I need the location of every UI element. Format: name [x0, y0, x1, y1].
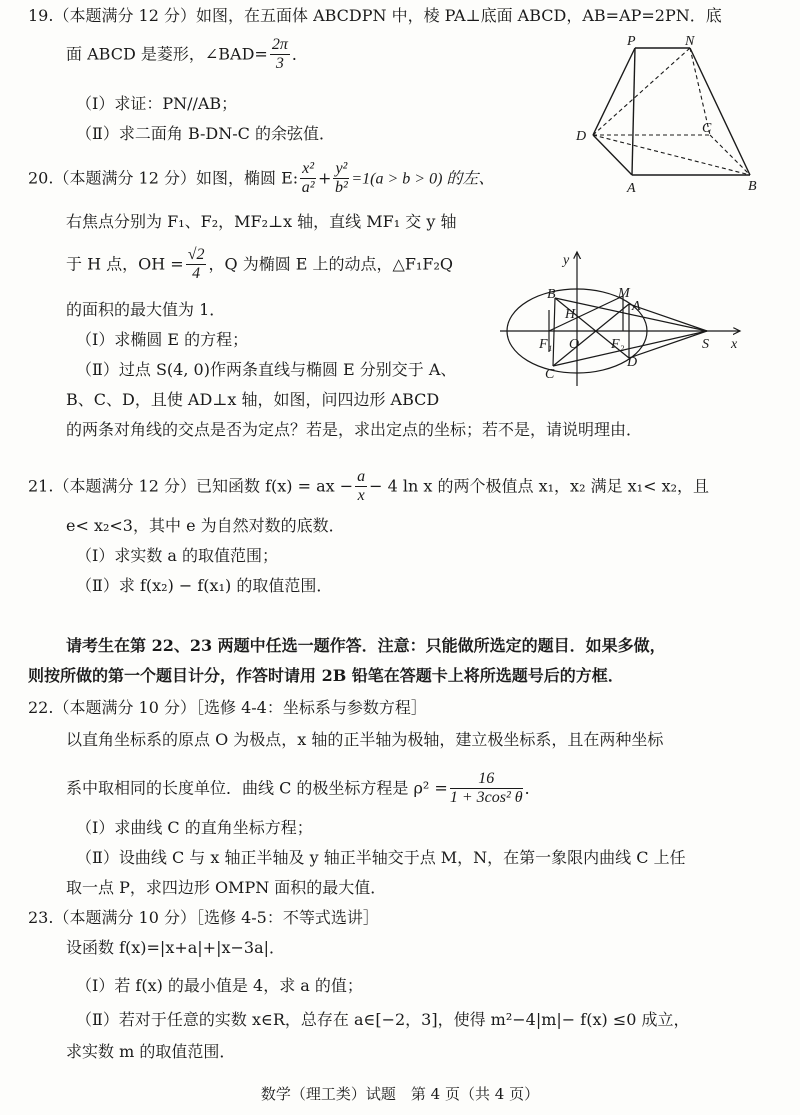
edge-db [593, 135, 750, 175]
label-m: M [618, 286, 630, 301]
notice-line2: 则按所做的第一个题目计分，作答时请用 2B 铅笔在答题卡上将所选题号后的方框． [28, 666, 624, 685]
label-a: A [627, 181, 636, 195]
label-n: N [685, 34, 695, 49]
line-mf1 [549, 296, 623, 331]
edge-nb [690, 48, 750, 175]
label-d: D [627, 355, 638, 370]
q21-line2: e< x₂<3，其中 e 为自然对数的底数． [66, 516, 345, 535]
q22-part2-line1: （Ⅱ）设曲线 C 与 x 轴正半轴及 y 轴正半轴交于点 M，N，在第一象限内曲线 C 上任 [76, 848, 686, 867]
label-o: O [569, 337, 580, 352]
edge-da [593, 135, 632, 175]
q22-line2: 系中取相同的长度单位．曲线 C 的极坐标方程是 ρ² = $\frac{16}{\text{1 + 3cos² θ}}$ ． [66, 770, 541, 807]
label-f2: F₂ [611, 337, 625, 352]
label-c: C [702, 121, 712, 136]
q21-part2: （Ⅱ）求 f(x₂) − f(x₁) 的取值范围． [76, 576, 333, 595]
q19-header: 19.（本题满分 12 分）如图，在五面体 ABCDPN 中，棱 PA⊥底面 ABCD，AB=AP=2PN．底 [28, 6, 722, 25]
q19-line2-text: 面 ABCD 是菱形，∠BAD= [66, 44, 268, 64]
q23-part2-line1: （Ⅱ）若对于任意的实数 x∈R，总存在 a∈[−2，3]，使得 m²−4|m|− f(x) ≤0 成立， [76, 1010, 690, 1029]
edge-pa [632, 48, 635, 175]
line-ds [629, 331, 707, 358]
line-bs [555, 298, 707, 331]
q20-part1: （Ⅰ）求椭圆 E 的方程； [76, 330, 249, 349]
q20-line2: 右焦点分别为 F₁、F₂，MF₂⊥x 轴，直线 MF₁ 交 y 轴 [66, 212, 457, 231]
label-y: y [563, 253, 570, 268]
label-h: H [565, 307, 576, 322]
q23-header: 23.（本题满分 10 分）［选修 4-5：不等式选讲］ [28, 908, 379, 927]
q20-part2-line2: B、C、D，且使 AD⊥x 轴，如图，问四边形 ABCD [66, 390, 440, 409]
label-p: P [627, 34, 636, 49]
q20-oh-fraction: $\frac{√2}{4}$ [187, 246, 205, 283]
q21-part1: （Ⅰ）求实数 a 的取值范围； [76, 546, 279, 565]
q21-header: 21.（本题满分 12 分）已知函数 f(x) = ax − $\frac{a}{x}$ − 4 ln x 的两个极值点 x₁，x₂ 满足 x₁< x₂，且 [28, 468, 710, 505]
q20-line4: 的面积的最大值为 1． [66, 300, 226, 319]
q19-part1: （Ⅰ）求证：PN//AB； [76, 94, 238, 113]
page-footer: 数学（理工类）试题 第 4 页（共 4 页） [260, 1085, 540, 1103]
line-as [629, 304, 707, 331]
q20-x-fraction: $\frac{\text{x²}}{\text{a²}}$ [301, 160, 315, 197]
q20-line3: 于 H 点，OH = $\frac{√2}{4}$ ，Q 为椭圆 E 上的动点，△F₁F₂Q [66, 246, 453, 283]
q20-part2-line1: （Ⅱ）过点 S(4, 0)作两条直线与椭圆 E 分别交于 A、 [76, 360, 457, 379]
q21-a-over-x: $\frac{a}{x}$ [357, 468, 366, 505]
label-x: x [731, 337, 738, 352]
label-f1: F₁ [539, 337, 553, 352]
q23-line1: 设函数 f(x)=|x+a|+|x−3a|． [66, 938, 286, 957]
label-s: S [702, 337, 709, 352]
q22-part2-line2: 取一点 P，求四边形 OMPN 面积的最大值． [66, 878, 387, 897]
q22-rho-fraction: $\frac{16}{\text{1 + 3cos² θ}}$ [449, 770, 523, 807]
q20-header: 20.（本题满分 12 分）如图，椭圆 E: $\frac{\text{x²}}{\text{a²}}$ + $\frac{\text{y²}}{\text{b²}}$ =1(a > b > 0) 的左、 [28, 160, 495, 197]
q19-part2: （Ⅱ）求二面角 B-DN-C 的余弦值． [76, 124, 335, 143]
q22-header: 22.（本题满分 10 分）［选修 4-4：坐标系与参数方程］ [28, 698, 427, 717]
label-b: B [547, 287, 556, 302]
label-d: D [576, 129, 587, 144]
q20-part2-line3: 的两条对角线的交点是否为定点？若是，求出定点的坐标；若不是，请说明理由． [66, 420, 643, 439]
seg-bc [553, 298, 555, 366]
q23-part1: （Ⅰ）若 f(x) 的最小值是 4，求 a 的值； [76, 976, 363, 995]
q20-y-fraction: $\frac{\text{y²}}{\text{b²}}$ [335, 160, 348, 197]
q19-angle-fraction: $\frac{2\pi}{3}$ [271, 36, 288, 73]
q19-line2: 面 ABCD 是菱形，∠BAD= $\frac{2\pi}{3}$ ． [66, 36, 308, 73]
label-c: C [545, 367, 555, 382]
q23-part2-line2: 求实数 m 的取值范围． [66, 1042, 236, 1061]
notice-line1: 请考生在第 22、23 两题中任选一题作答．注意：只能做所选定的题目．如果多做， [66, 636, 666, 655]
label-b: B [748, 179, 757, 194]
label-a: A [632, 299, 641, 314]
q22-line1: 以直角坐标系的原点 O 为极点，x 轴的正半轴为极轴，建立极坐标系，且在两种坐标 [66, 730, 664, 749]
q22-part1: （Ⅰ）求曲线 C 的直角坐标方程； [76, 818, 313, 837]
pentahedron-figure [565, 30, 800, 195]
edge-pd [593, 48, 635, 135]
ellipse-figure [495, 248, 755, 388]
edge-cb [710, 135, 750, 175]
edge-dn [593, 48, 690, 135]
